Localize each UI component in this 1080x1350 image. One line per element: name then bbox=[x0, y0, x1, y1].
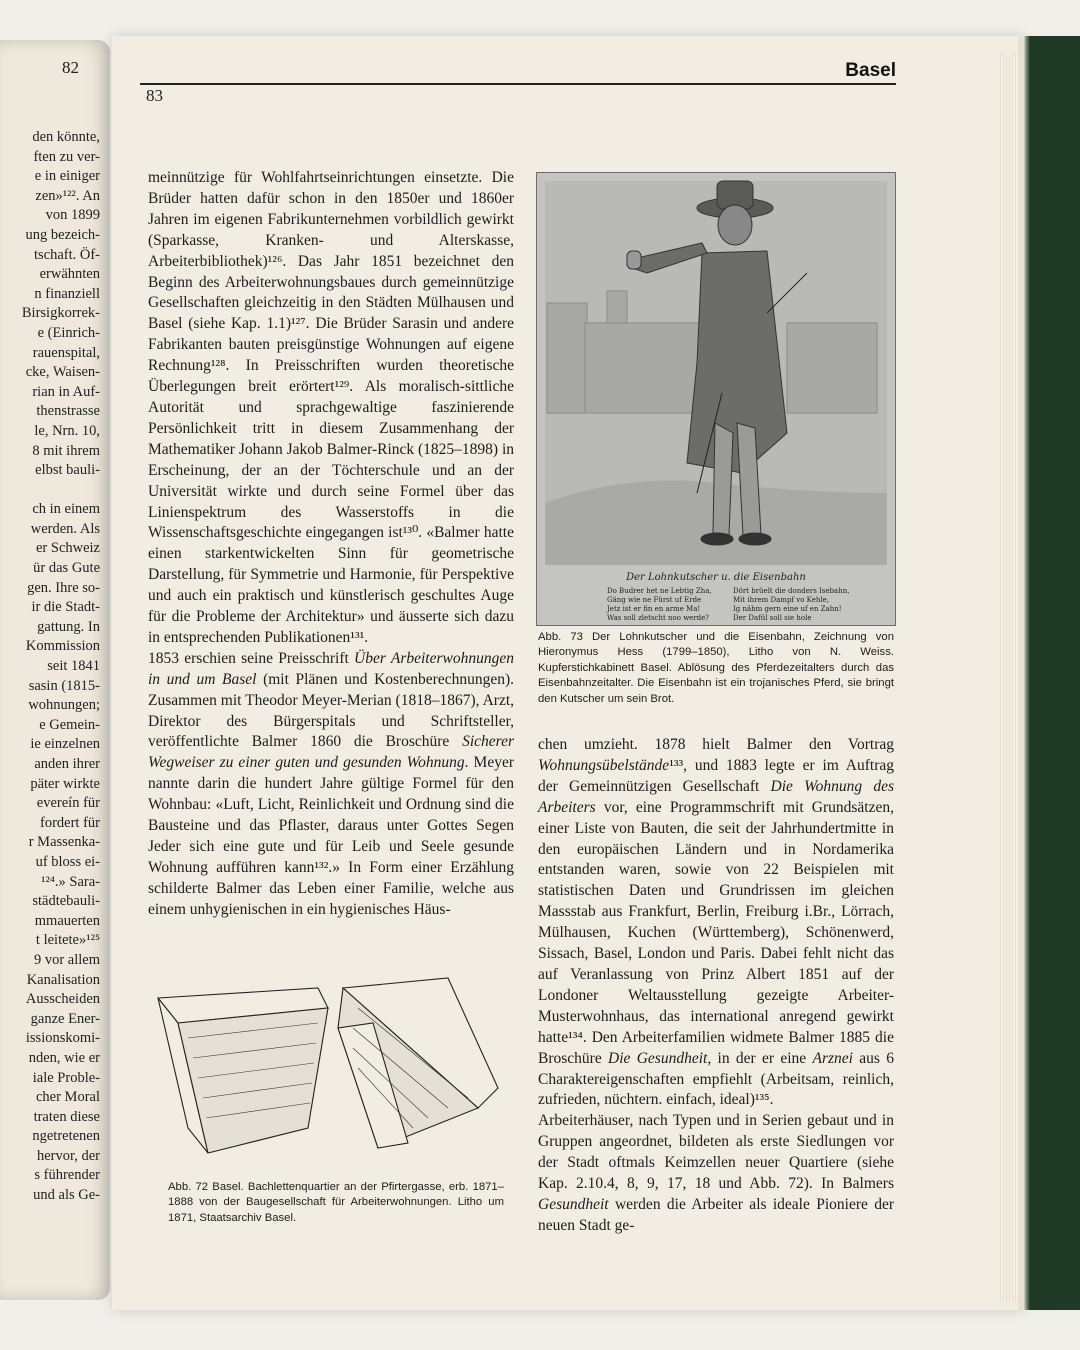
left-page-line: rian in Auf- bbox=[32, 383, 100, 400]
paragraph: Arbeiterhäuser, nach Typen und in Serien gebaut und in Gruppen angeordnet, bildeten als erste Siedlungen vor der Stadt oftmals Keimzellen neuer Quartiere (siehe Kap. 2.10.4, 8, 9, 17, 18 und Abb. 72). In Balmers Gesundheit werden die Arbeiter als ideale Pioniere der neuen Stadt ge- bbox=[538, 1112, 894, 1234]
left-page-line bbox=[0, 481, 100, 501]
verse-right-line: Mit ihrem Dampf vo Kehle, bbox=[733, 596, 829, 604]
figure-72-quarter-drawing bbox=[148, 968, 506, 1168]
left-page-line: wohnungen; bbox=[28, 697, 100, 714]
left-page-line: ung bezeich- bbox=[25, 226, 100, 243]
left-page-line: städtebauli- bbox=[32, 893, 100, 910]
left-page-line: mmauerten bbox=[34, 912, 100, 929]
left-page-line: hervor, der bbox=[36, 1147, 100, 1164]
left-page-line: den könnte, bbox=[32, 129, 100, 145]
left-page-line: nden, wie er bbox=[28, 1049, 100, 1066]
running-head: Basel bbox=[845, 60, 896, 81]
right-page-number: 83 bbox=[146, 86, 163, 105]
left-page-text bbox=[0, 128, 100, 1206]
left-page-line: ¹²⁴.» Sara- bbox=[41, 873, 100, 890]
left-page-line: Kommission bbox=[25, 638, 100, 655]
figure-73-caption: Abb. 73 Der Lohnkutscher und die Eisenbahn, Zeichnung von Hieronymus Hess (1799–1850), Litho von N. Weiss. Kupferstichkabinett Basel. Ablösung des Pferdezeitalters durch das Eisenbahnzeitalter. Die Eisenbahn ist ein trojanisches Pferd, sie bringt den Kutscher um sein Brot. bbox=[538, 631, 894, 705]
housing-block-illustration bbox=[148, 968, 506, 1168]
left-page bbox=[0, 40, 110, 1300]
left-page-line: 8 mit ihrem bbox=[32, 442, 100, 459]
main-text-column-right bbox=[538, 735, 894, 1237]
figure-72-caption: Abb. 72 Basel. Bachlettenquartier an der Pfirtergasse, erb. 1871–1888 von der Baugesellschaft für Arbeiterwohnungen. Litho um 1871, Staatsarchiv Basel. bbox=[168, 1181, 504, 1224]
paragraph: meinnützige für Wohlfahrtseinrichtungen einsetzte. Die Brüder hatten dafür schon in den 1850er und 1860er Jahren im eigenen Fabrikunternehmen vorbildlich gewirkt (Sparkasse, Kranken- und Alterskasse, Arbeiterbibliothek)¹²⁶. Das Jahr 1851 bezeichnet den Beginn des Arbeiterwohnungsbaues durch gemeinnützige Gesellschaften gleichzeitig in den Städten Mülhausen und Basel (siehe Kap. 1.1)¹²⁷. Die Brüder Sarasin und andere Fabrikanten bauten preisgünstige Wohnungen auf eigene Rechnung¹²⁸. In Preisschriften wurden theoretische Überlegungen breit erörtert¹²⁹. Als moralisch-sittliche Autorität und sprachgewaltige faszinierende Persönlichkeit tritt in diesem Zusammenhang der Mathematiker Johann Jakob Balmer-Rinck (1825–1898) in Erscheinung, der an der Töchterschule und an der Universität wirkte und durch seine Formel über das Linienspektrum des Wasserstoffs in die Wissenschaftsgeschichte eingegangen ist¹³⁰. «Balmer hatte einen starkentwickelten Sinn für geometrische Darstellung, für Symmetrie und Harmonie, für Perspektive und auch ein praktisch und künstlerisch geschultes Auge für die Probleme der Architektur» und äusserte sich dazu in entsprechenden Publikationen¹³¹. bbox=[148, 169, 515, 646]
verse-left-line: Gäng wie ne Fürst uf Erde bbox=[607, 596, 702, 604]
left-page-line: ie einzelnen bbox=[30, 736, 100, 753]
left-page-line: ir die Stadt- bbox=[31, 599, 100, 616]
left-page-line: s führender bbox=[34, 1167, 100, 1184]
left-page-line: thenstrasse bbox=[36, 403, 100, 420]
verse-right-line: Der Dafül soll sie hole bbox=[733, 614, 812, 622]
verse-right-line: Ig nähm gern eine uf en Zahn! bbox=[733, 605, 842, 613]
left-page-line: Kanalisation bbox=[26, 971, 100, 988]
left-page-line: e in einiger bbox=[34, 168, 100, 185]
left-page-line: 9 vor allem bbox=[33, 951, 100, 968]
left-page-line: e (Einrich- bbox=[37, 324, 100, 341]
book-cover-green bbox=[1018, 36, 1080, 1310]
left-page-line: päter wirkte bbox=[30, 775, 100, 792]
left-page-line: ften zu ver- bbox=[33, 148, 100, 165]
left-page-line: e Gemein- bbox=[39, 716, 100, 733]
left-page-line: Birsigkorrek- bbox=[21, 305, 100, 322]
left-page-line: cher Moral bbox=[35, 1089, 100, 1106]
left-page-line: gattung. In bbox=[37, 618, 100, 635]
left-page-number: 82 bbox=[62, 58, 79, 77]
left-page-line: elbst bauli- bbox=[35, 462, 100, 479]
left-page-line: er Schweiz bbox=[35, 540, 100, 557]
left-page-line: seit 1841 bbox=[47, 658, 100, 675]
left-page-line: uf bloss ei- bbox=[35, 853, 100, 870]
left-page-line: ngetretenen bbox=[32, 1128, 100, 1145]
paragraph: 1853 erschien seine Preisschrift Über Arbeiterwohnungen in und um Basel (mit Plänen und Kostenberechnungen). Zusammen mit Theodor Meyer-Merian (1818–1867), Arzt, Direktor des Bürgerspitals und Schriftsteller, veröffentlichte Balmer 1860 die Broschüre Sicherer Wegweiser zu einer guten und gesunden Wohnung. Meyer nannte darin die hundert Jahre gültige Formel für den Wohnbau: «Luft, Licht, Reinlichkeit und Ordnung sind die Bausteine und das Pflaster, daraus unter Gottes Segen Jeder sich eine gute und für Leib und Seele gesunde Wohnung aufführen kann¹³².» In Form einer Erzählung schilderte Balmer das Leben einer Familie, welche aus einem unhygienischen in ein hygienisches Häus- bbox=[148, 649, 515, 918]
verse-left-line: Do Budrer het ne Lebtig Zha, bbox=[607, 587, 712, 595]
left-page-line: ganze Ener- bbox=[30, 1010, 100, 1027]
left-page-line: n finanziell bbox=[34, 285, 100, 302]
left-page-line: issionskomi- bbox=[25, 1030, 100, 1047]
left-page-line: iale Proble- bbox=[32, 1069, 100, 1086]
left-page-line: cke, Waisen- bbox=[25, 364, 100, 381]
left-page-line: Ausscheiden bbox=[25, 991, 100, 1008]
verse-right-line: Dört brüelt die donders Isebahn, bbox=[733, 587, 850, 595]
left-page-line: rauenspital, bbox=[32, 344, 100, 361]
left-page-line: le, Nrn. 10, bbox=[34, 422, 100, 439]
verse-left-line: Jetz ist er fin en arme Ma! bbox=[607, 605, 701, 613]
verse-left-line: Was soll zletscht noo werde? bbox=[607, 614, 710, 622]
figure-73-lithograph bbox=[536, 172, 896, 626]
left-page-line: und als Ge- bbox=[33, 1187, 100, 1204]
left-page-line: anden ihrer bbox=[34, 756, 100, 772]
left-page-line: ch in einem bbox=[32, 501, 100, 518]
header-rule bbox=[140, 83, 896, 85]
left-page-line: gen. Ihre so- bbox=[27, 579, 100, 596]
left-page-line: von 1899 bbox=[45, 207, 100, 224]
left-page-line: ür das Gute bbox=[33, 560, 100, 577]
left-page-line: werden. Als bbox=[30, 520, 100, 537]
left-page-line: evereín für bbox=[36, 795, 100, 812]
left-page-line: r Massenka- bbox=[28, 834, 100, 851]
coachman-illustration bbox=[537, 173, 895, 625]
left-page-line: erwähnten bbox=[39, 266, 100, 283]
left-page-line: zen»¹²². An bbox=[35, 187, 100, 204]
left-page-line: sasin (1815- bbox=[28, 677, 100, 694]
left-page-line: t leitete»¹²⁵ bbox=[35, 932, 100, 949]
main-text-column-left bbox=[148, 168, 514, 921]
inscription-title: Der Lohnkutscher u. die Eisenbahn bbox=[626, 572, 806, 583]
paragraph: chen umzieht. 1878 hielt Balmer den Vortrag Wohnungsübelstände¹³³, und 1883 legte er im Auftrag der Gemeinnützigen Gesellschaft Die Wohnung des Arbeiters vor, eine Programmschrift mit Grundsätzen, einer Liste von Bauten, die seit der Jahrhundertmitte in den europäischen Ländern und in Nordamerika entstanden waren, sowie von 22 Beispielen mit statistischen Daten und Grundrissen im gleichen Massstab aus Frankfurt, Berlin, Freiburg i.Br., Lörrach, Mülhausen, Kuchen (Württemberg), Schönenwerd, Sissach, Basel, London und Paris. Dabei fehlt nicht das auf Veranlassung von Prinz Albert 1851 auf der Londoner Weltausstellung gezeigte Arbeiter-Musterwohnhaus, das international anregend gewirkt hatte¹³⁴. Den Arbeiterfamilien widmete Balmer 1885 die Broschüre Die Gesundheit, in der er eine Arznei aus 6 Charaktereigenschaften empfiehlt (Arbeitsam, reinlich, zufrieden, nüchtern. einfach, ideal)¹³⁵. bbox=[538, 736, 894, 1109]
left-page-line: traten diese bbox=[33, 1108, 100, 1125]
left-page-line: fordert für bbox=[40, 814, 100, 831]
left-page-line: tschaft. Öf- bbox=[33, 246, 100, 263]
page-edges bbox=[1000, 52, 1020, 1302]
